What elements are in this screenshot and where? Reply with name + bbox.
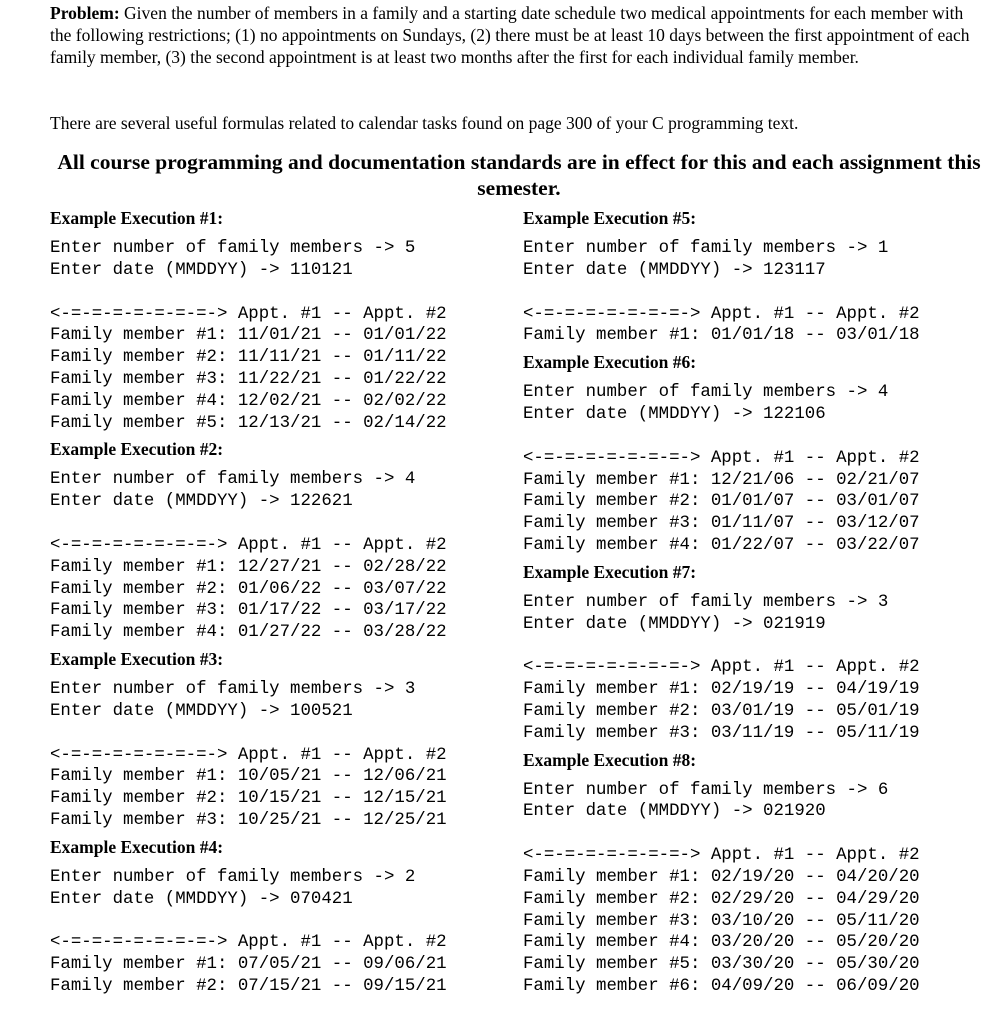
output-row: Family member #4: 03/20/20 -- 05/20/20 <box>523 933 920 953</box>
output-header: <-=-=-=-=-=-=-=-> Appt. #1 -- Appt. #2 <box>523 304 920 324</box>
output-row: Family member #3: 11/22/21 -- 01/22/22 <box>50 369 447 389</box>
spacer <box>523 823 983 845</box>
spacer <box>523 771 983 780</box>
input-line: Enter date (MMDDYY) -> 070421 <box>50 889 353 909</box>
output-row: Family member #1: 01/01/18 -- 03/01/18 <box>523 326 920 346</box>
input-line: Enter date (MMDDYY) -> 021919 <box>523 614 826 634</box>
input-line: Enter date (MMDDYY) -> 100521 <box>50 701 353 721</box>
output-row: Family member #2: 02/29/20 -- 04/29/20 <box>523 889 920 909</box>
output-row: Family member #3: 10/25/21 -- 12/25/21 <box>50 810 447 830</box>
output-header: <-=-=-=-=-=-=-=-> Appt. #1 -- Appt. #2 <box>50 535 447 555</box>
formulas-note: There are several useful formulas related to calendar tasks found on page 300 of your C programming text. <box>50 113 799 133</box>
input-line: Enter number of family members -> 2 <box>50 867 416 887</box>
output-row: Family member #2: 01/06/22 -- 03/07/22 <box>50 579 447 599</box>
example-title: Example Execution #7: <box>523 561 697 582</box>
spacer <box>50 670 500 679</box>
output-row: Family member #3: 01/11/07 -- 03/12/07 <box>523 514 920 534</box>
output-row: Family member #1: 10/05/21 -- 12/06/21 <box>50 767 447 787</box>
spacer <box>50 513 500 535</box>
spacer <box>50 910 500 932</box>
standards-note: All course programming and documentation standards are in effect for this and each assignment this semester. <box>57 150 981 200</box>
output-header: <-=-=-=-=-=-=-=-> Appt. #1 -- Appt. #2 <box>50 745 447 765</box>
example-title: Example Execution #2: <box>50 439 224 460</box>
example-title: Example Execution #3: <box>50 648 224 669</box>
example-execution <box>523 207 983 351</box>
input-line: Enter number of family members -> 6 <box>523 780 889 800</box>
example-execution <box>50 648 500 836</box>
example-execution <box>50 207 500 438</box>
spacer <box>50 282 500 304</box>
spacer <box>523 373 983 382</box>
spacer <box>523 998 983 1002</box>
example-title: Example Execution #4: <box>50 836 224 857</box>
output-row: Family member #1: 12/27/21 -- 02/28/22 <box>50 557 447 577</box>
input-line: Enter date (MMDDYY) -> 123117 <box>523 260 826 280</box>
output-header: <-=-=-=-=-=-=-=-> Appt. #1 -- Appt. #2 <box>50 304 447 324</box>
problem-statement <box>50 2 980 68</box>
example-execution <box>50 438 500 648</box>
output-row: Family member #2: 01/01/07 -- 03/01/07 <box>523 492 920 512</box>
output-row: Family member #2: 07/15/21 -- 09/15/21 <box>50 976 447 996</box>
output-row: Family member #5: 12/13/21 -- 02/14/22 <box>50 413 447 433</box>
spacer <box>523 583 983 592</box>
output-row: Family member #2: 10/15/21 -- 12/15/21 <box>50 789 447 809</box>
output-row: Family member #1: 07/05/21 -- 09/06/21 <box>50 955 447 975</box>
output-header: <-=-=-=-=-=-=-=-> Appt. #1 -- Appt. #2 <box>50 933 447 953</box>
spacer <box>523 426 983 448</box>
output-header: <-=-=-=-=-=-=-=-> Appt. #1 -- Appt. #2 <box>523 846 920 866</box>
spacer <box>523 229 983 238</box>
input-line: Enter date (MMDDYY) -> 122106 <box>523 404 826 424</box>
example-title: Example Execution #1: <box>50 208 224 228</box>
problem-text: Given the number of members in a family and a starting date schedule two medical appointments for each member with the following restrictions; (1) no appointments on Sundays, (2) there must be at least 10 days between the first appointment of each family member, (3) the second appointment is at least two months after the first for each individual family member. <box>50 3 970 67</box>
example-title: Example Execution #8: <box>523 749 697 770</box>
spacer <box>50 998 500 1002</box>
spacer <box>523 635 983 657</box>
example-execution <box>50 836 500 1002</box>
example-title: Example Execution #5: <box>523 208 697 228</box>
output-row: Family member #4: 01/22/07 -- 03/22/07 <box>523 535 920 555</box>
example-execution <box>523 749 983 1002</box>
output-row: Family member #1: 02/19/19 -- 04/19/19 <box>523 680 920 700</box>
input-line: Enter number of family members -> 3 <box>523 592 889 612</box>
input-line: Enter number of family members -> 4 <box>50 470 416 490</box>
input-line: Enter date (MMDDYY) -> 110121 <box>50 260 353 280</box>
output-row: Family member #1: 12/21/06 -- 02/21/07 <box>523 470 920 490</box>
output-row: Family member #1: 02/19/20 -- 04/20/20 <box>523 867 920 887</box>
spacer <box>50 723 500 745</box>
output-row: Family member #3: 01/17/22 -- 03/17/22 <box>50 601 447 621</box>
input-line: Enter number of family members -> 3 <box>50 679 416 699</box>
output-row: Family member #4: 12/02/21 -- 02/02/22 <box>50 391 447 411</box>
input-line: Enter number of family members -> 4 <box>523 383 889 403</box>
example-execution <box>523 561 983 749</box>
output-header: <-=-=-=-=-=-=-=-> Appt. #1 -- Appt. #2 <box>523 448 920 468</box>
input-line: Enter date (MMDDYY) -> 021920 <box>523 802 826 822</box>
output-row: Family member #2: 03/01/19 -- 05/01/19 <box>523 701 920 721</box>
output-row: Family member #5: 03/30/20 -- 05/30/20 <box>523 955 920 975</box>
spacer <box>523 282 983 304</box>
spacer <box>50 460 500 469</box>
output-row: Family member #3: 03/10/20 -- 05/11/20 <box>523 911 920 931</box>
example-execution <box>523 351 983 561</box>
output-row: Family member #1: 11/01/21 -- 01/01/22 <box>50 326 447 346</box>
input-line: Enter date (MMDDYY) -> 122621 <box>50 492 353 512</box>
problem-label: Problem: <box>50 3 120 23</box>
output-row: Family member #3: 03/11/19 -- 05/11/19 <box>523 723 920 743</box>
examples-left-column <box>50 207 500 1002</box>
output-row: Family member #2: 11/11/21 -- 01/11/22 <box>50 348 447 368</box>
examples-right-column <box>523 207 983 1002</box>
spacer <box>50 858 500 867</box>
output-row: Family member #6: 04/09/20 -- 06/09/20 <box>523 976 920 996</box>
input-line: Enter number of family members -> 1 <box>523 239 889 258</box>
output-row: Family member #4: 01/27/22 -- 03/28/22 <box>50 623 447 643</box>
input-line: Enter number of family members -> 5 <box>50 239 416 258</box>
example-title: Example Execution #6: <box>523 352 697 373</box>
output-header: <-=-=-=-=-=-=-=-> Appt. #1 -- Appt. #2 <box>523 658 920 678</box>
spacer <box>50 229 500 238</box>
